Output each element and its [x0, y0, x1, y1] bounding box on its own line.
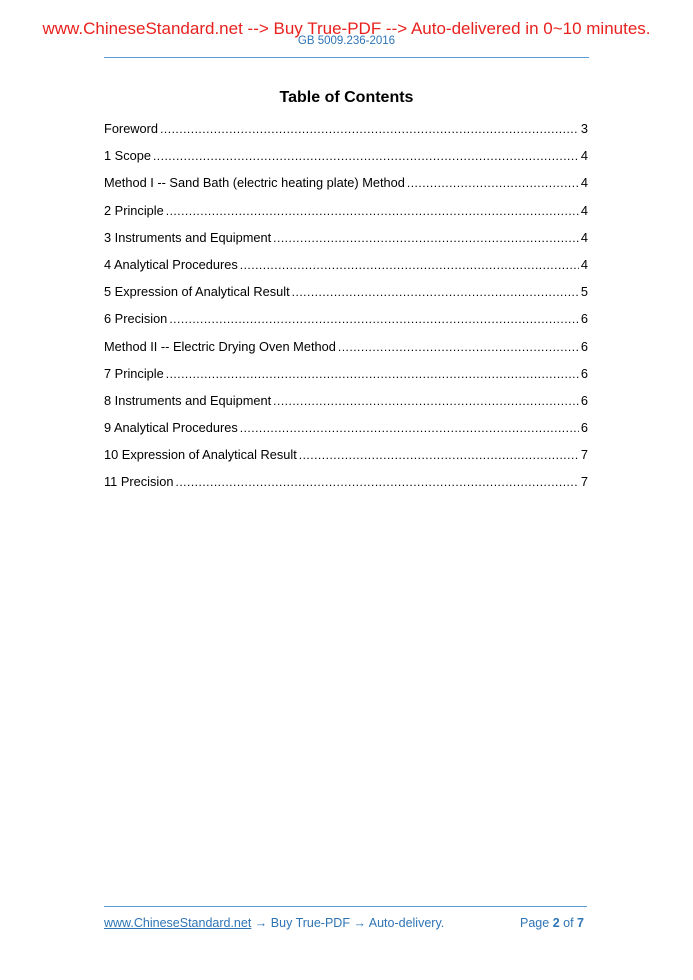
toc-entry-page: 6: [580, 311, 588, 327]
toc-entry-expression[interactable]: [104, 284, 588, 311]
dot-leader: [240, 421, 579, 435]
toc-entry-precision[interactable]: [104, 311, 588, 338]
dot-leader: [407, 176, 579, 190]
toc-entry-principle-2[interactable]: [104, 366, 588, 393]
top-banner[interactable]: www.ChineseStandard.net --> Buy True-PDF --> Auto-delivered in 0~10 minutes.: [42, 19, 651, 38]
arrow-icon: →: [353, 916, 366, 930]
toc-entry-page: 6: [580, 365, 588, 381]
toc-entry-page: 4: [580, 175, 588, 191]
dot-leader: [338, 340, 579, 354]
header-divider: [104, 57, 589, 58]
toc-entry-label: 5 Expression of Analytical Result: [104, 284, 290, 300]
toc-entry-page: 5: [580, 284, 588, 300]
document-code: GB 5009.236-2016: [297, 35, 396, 47]
toc-entry-instruments-2[interactable]: [104, 393, 588, 420]
footer-divider: [104, 906, 587, 907]
toc-entry-label: Method II -- Electric Drying Oven Method: [104, 338, 336, 354]
toc-entry-method-2[interactable]: [104, 339, 588, 366]
toc-entry-label: 11 Precision: [104, 474, 174, 490]
toc-entry-instruments[interactable]: [104, 230, 588, 257]
footer-buy-text: Buy True-PDF: [270, 916, 350, 930]
footer-site-link[interactable]: www.ChineseStandard.net: [104, 916, 252, 930]
dot-leader: [166, 204, 579, 218]
toc-entry-principle[interactable]: [104, 203, 588, 230]
toc-entry-precision-2[interactable]: [104, 474, 588, 501]
toc-entry-page: 7: [580, 447, 588, 463]
toc-entry-expression-2[interactable]: [104, 447, 588, 474]
dot-leader: [299, 448, 579, 462]
page-indicator: [520, 915, 584, 931]
toc-entry-method-1[interactable]: [104, 175, 588, 202]
toc-entry-label: 9 Analytical Procedures: [104, 420, 238, 436]
toc-entry-label: Method I -- Sand Bath (electric heating plate) Method: [104, 175, 405, 191]
dot-leader: [166, 367, 579, 381]
toc-entry-page: 4: [580, 148, 588, 164]
toc-entry-scope[interactable]: [104, 148, 588, 175]
toc-entry-page: 6: [580, 338, 588, 354]
dot-leader: [175, 475, 578, 489]
toc-entry-page: 7: [580, 474, 588, 490]
toc-entry-foreword[interactable]: [104, 121, 588, 148]
toc-entry-label: 2 Principle: [104, 202, 164, 218]
toc-entry-label: 7 Principle: [104, 365, 164, 381]
page-footer: [104, 915, 584, 931]
page-of-label: of: [563, 916, 574, 930]
toc-entry-label: 4 Analytical Procedures: [104, 256, 238, 272]
toc-title: Table of Contents: [279, 89, 414, 106]
toc-entry-page: 4: [580, 229, 588, 245]
toc-entry-label: 10 Expression of Analytical Result: [104, 447, 297, 463]
toc-entry-label: 3 Instruments and Equipment: [104, 229, 272, 245]
dot-leader: [169, 312, 579, 326]
toc-entry-page: 4: [580, 202, 588, 218]
toc-entry-label: 8 Instruments and Equipment: [104, 392, 272, 408]
toc-entry-page: 6: [580, 392, 588, 408]
toc-entry-page: 6: [580, 420, 588, 436]
toc-entry-procedures[interactable]: [104, 257, 588, 284]
dot-leader: [273, 231, 579, 245]
page-total: 7: [577, 916, 584, 930]
toc-entry-page: 4: [580, 256, 588, 272]
toc-list: [104, 121, 588, 502]
toc-entry-label: 6 Precision: [104, 311, 168, 327]
arrow-icon: →: [254, 916, 268, 930]
page-label: Page: [520, 916, 550, 930]
toc-entry-procedures-2[interactable]: [104, 420, 588, 447]
dot-leader: [240, 258, 579, 272]
page-current: 2: [552, 916, 560, 930]
dot-leader: [292, 285, 579, 299]
footer-delivery-text: Auto-delivery.: [368, 916, 445, 930]
toc-entry-page: 3: [580, 121, 588, 136]
dot-leader: [153, 149, 579, 163]
toc-entry-label: Foreword: [104, 121, 159, 136]
dot-leader: [273, 394, 579, 408]
dot-leader: [160, 122, 579, 136]
toc-entry-label: 1 Scope: [104, 148, 151, 164]
